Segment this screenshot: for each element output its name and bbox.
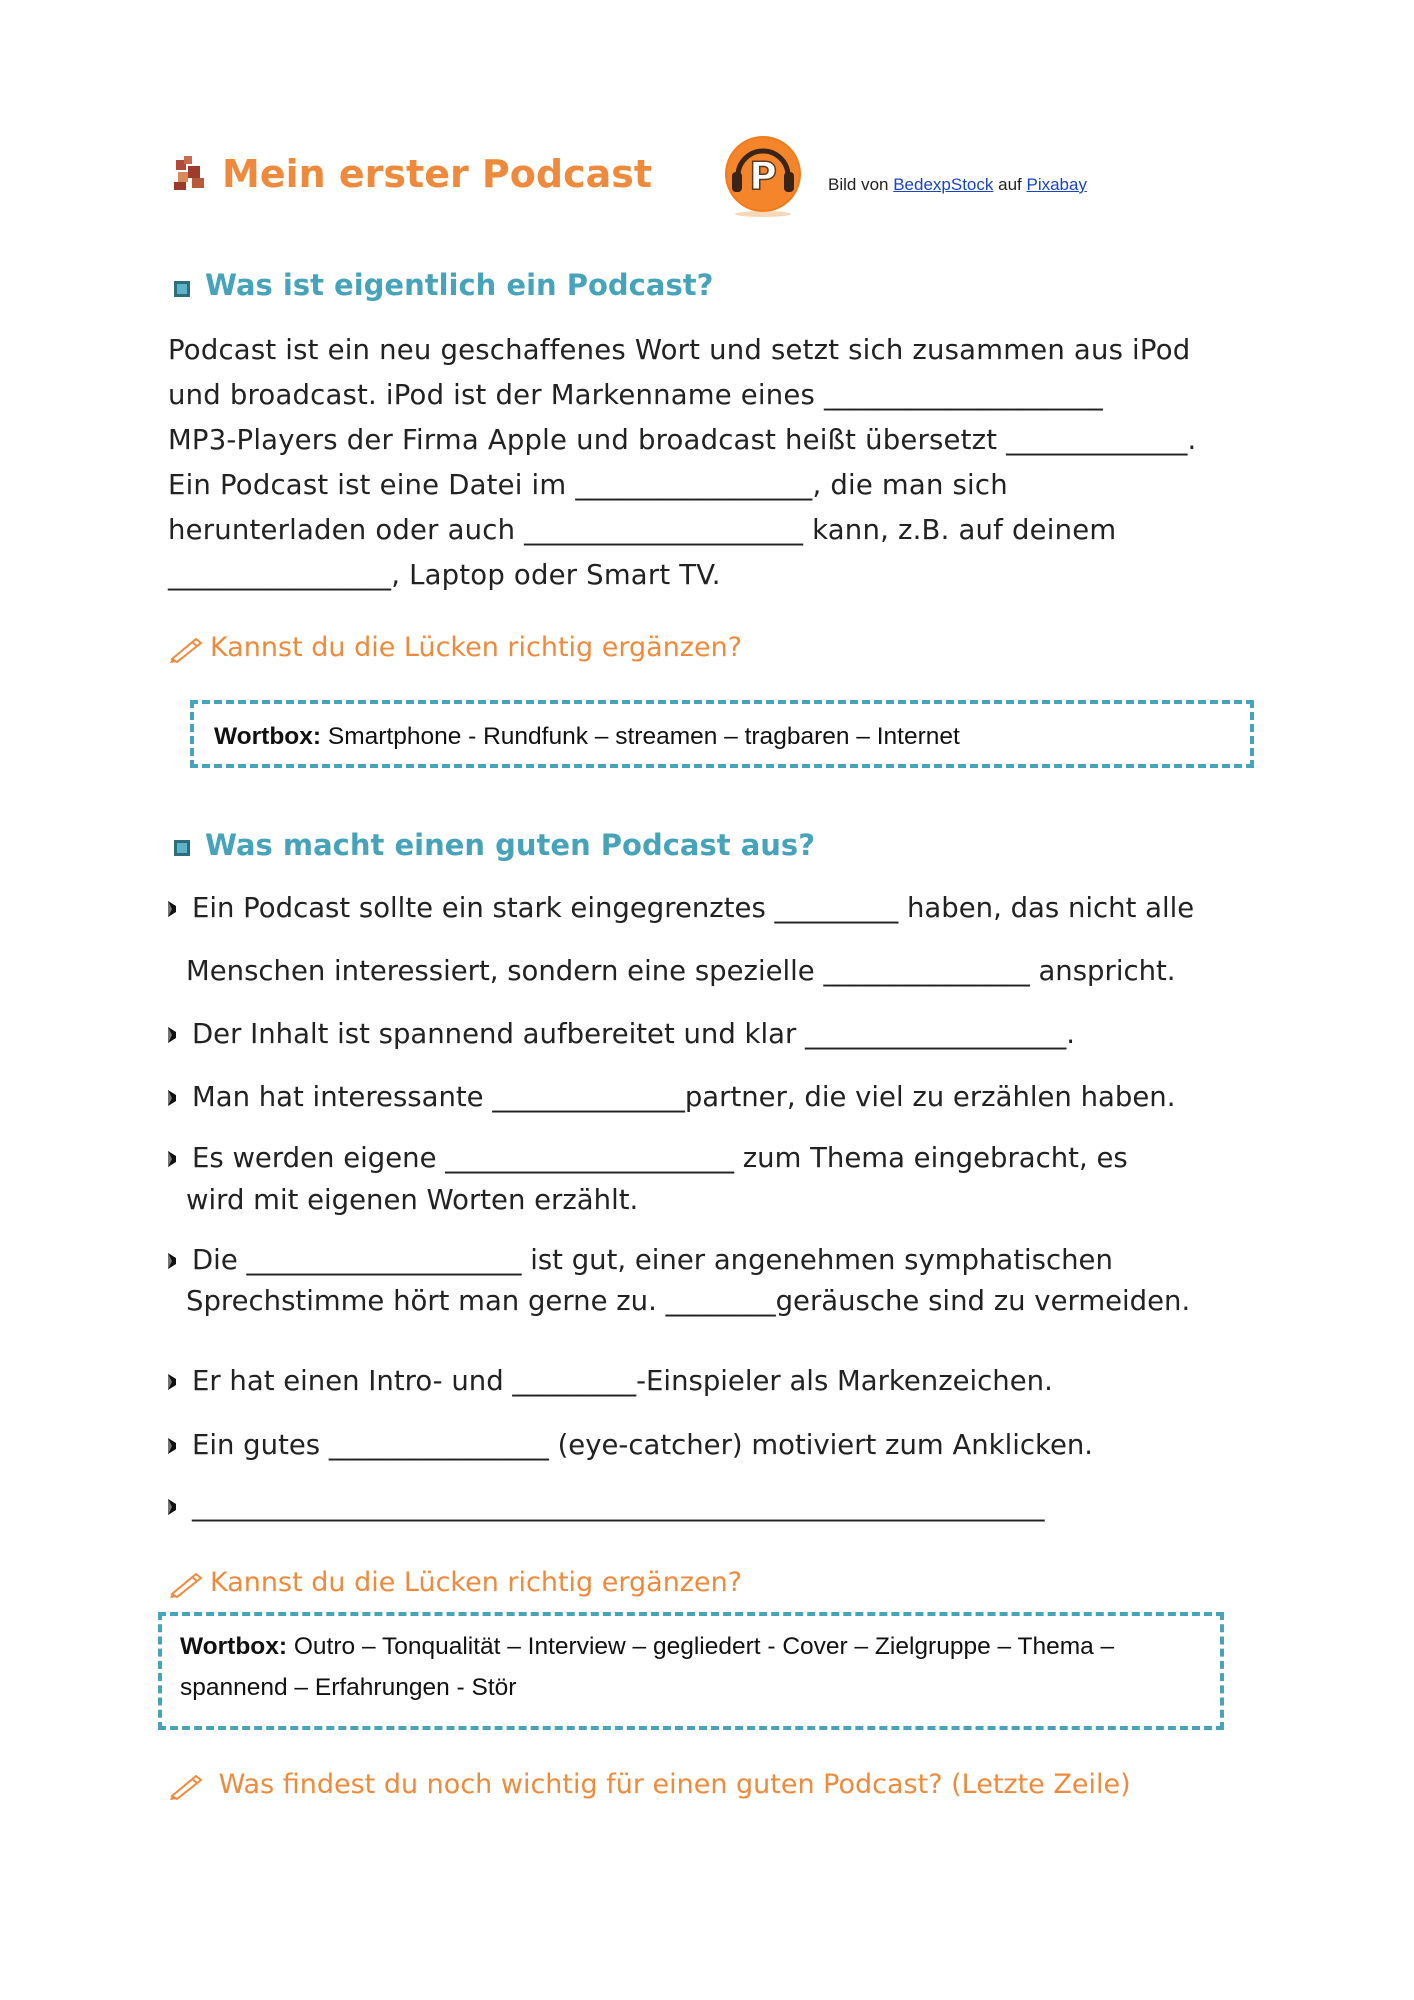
logo-letter: P [749,154,777,198]
credit-prefix: Bild von [828,175,894,194]
paragraph-line: und broadcast. iPod ist der Markenname eines ____________________ [168,379,1103,411]
wortbox-2 [158,1612,1224,1730]
list-item-continuation: Sprechstimme hört man gerne zu. ________geräusche sind zu vermeiden. [186,1285,1191,1317]
list-item: ______________________________________________________________ [192,1490,1045,1522]
list-item-continuation: Menschen interessiert, sondern eine spezielle _______________ anspricht. [186,955,1176,987]
pencil-icon [168,1772,204,1800]
section2-prompt: Kannst du die Lücken richtig ergänzen? [210,1567,743,1598]
wortbox-words-line1: Outro – Tonqualität – Interview – gegliedert - Cover – Zielgruppe – Thema – [287,1633,1115,1660]
paragraph-line: MP3-Players der Firma Apple und broadcast heißt übersetzt _____________. [168,424,1197,456]
bullet-icon [167,1498,177,1516]
bullet-icon [167,1373,177,1391]
list-item: Man hat interessante ______________partner, die viel zu erzählen haben. [192,1081,1176,1113]
credit-author-link[interactable]: BedexpStock [893,175,994,194]
podcast-decor-icon [170,154,210,194]
paragraph-line: ________________, Laptop oder Smart TV. [168,559,721,591]
paragraph-line: Podcast ist ein neu geschaffenes Wort und setzt sich zusammen aus iPod [168,334,1191,366]
wortbox-1-content [194,704,1250,757]
podcast-headphones-logo-icon [720,132,806,218]
credit-mid: auf [993,175,1027,194]
bullet-icon [167,1026,177,1044]
wortbox-label: Wortbox: [214,723,322,750]
pencil-icon [168,635,204,663]
list-item: Ein gutes ________________ (eye-catcher) motiviert zum Anklicken. [192,1429,1094,1461]
list-item-continuation: wird mit eigenen Worten erzählt. [186,1184,639,1216]
paragraph-line: Ein Podcast ist eine Datei im _________________, die man sich [168,469,1008,501]
footer-prompt: Was findest du noch wichtig für einen guten Podcast? (Letzte Zeile) [210,1769,1131,1800]
bullet-icon [167,1252,177,1270]
pencil-icon [168,1570,204,1598]
bullet-icon [167,900,177,918]
list-item: Er hat einen Intro- und _________-Einspieler als Markenzeichen. [192,1365,1053,1397]
wortbox-words-line2: spannend – Erfahrungen - Stör [180,1674,517,1701]
list-item: Der Inhalt ist spannend aufbereitet und klar ___________________. [192,1018,1075,1050]
section-marker-icon [172,279,192,299]
list-item [192,892,1194,924]
bullet-icon [167,1150,177,1168]
list-item-line: Ein Podcast sollte ein stark eingegrenztes _________ haben, das nicht alle [192,892,1195,924]
section1-prompt: Kannst du die Lücken richtig ergänzen? [210,632,743,663]
bullet-icon [167,1089,177,1107]
section1-heading: Was ist eigentlich ein Podcast? [205,268,714,302]
wortbox-1 [190,700,1254,768]
paragraph-line: herunterladen oder auch ____________________ kann, z.B. auf deinem [168,514,1117,546]
list-item: Es werden eigene _____________________ zum Thema eingebracht, es [192,1142,1128,1174]
wortbox-2-content [162,1616,1220,1708]
wortbox-label: Wortbox: [180,1633,288,1660]
wortbox-words: Smartphone - Rundfunk – streamen – tragbaren – Internet [321,723,960,750]
list-item: Die ____________________ ist gut, einer angenehmen symphatischen [192,1244,1113,1276]
bullet-icon [167,1437,177,1455]
image-credit [828,175,1087,195]
section1-paragraph [168,328,1196,598]
credit-site-link[interactable]: Pixabay [1026,175,1087,194]
section2-heading: Was macht einen guten Podcast aus? [205,828,816,862]
page-title: Mein erster Podcast [222,152,653,196]
section-marker-icon [172,838,192,858]
